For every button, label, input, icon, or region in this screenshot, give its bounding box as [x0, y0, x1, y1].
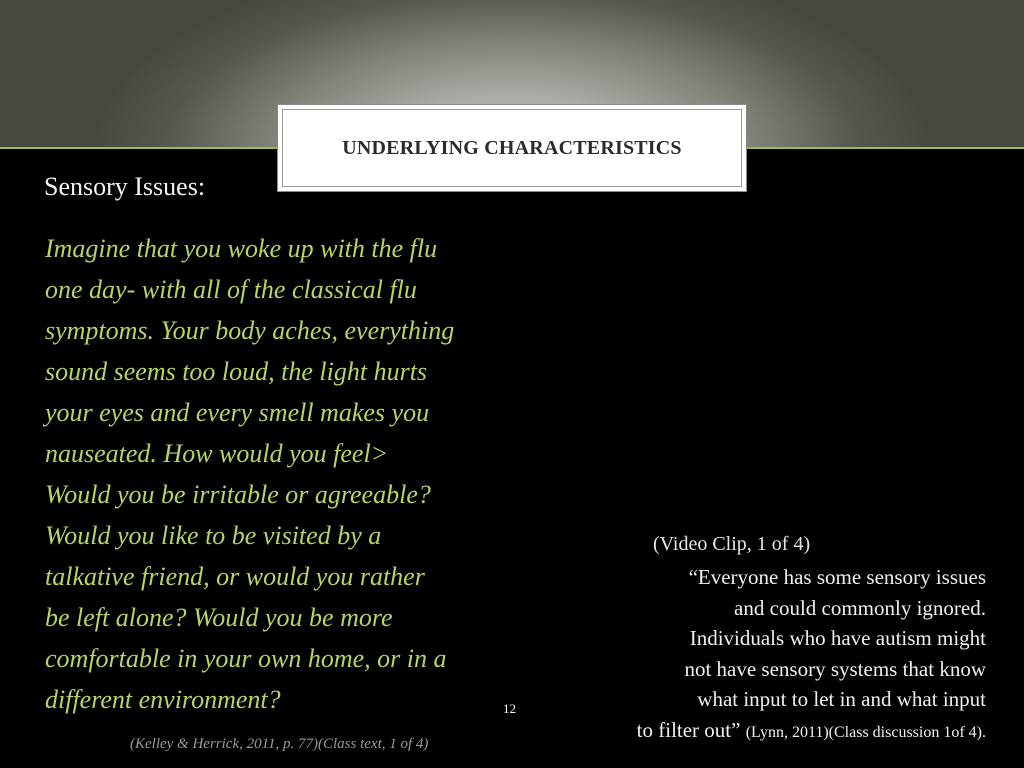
quote-line: not have sensory systems that know: [684, 656, 986, 681]
quote-line: what input to let in and what input: [697, 687, 986, 711]
page-number: 12: [503, 701, 516, 716]
body-line: Would you like to be visited by a: [45, 521, 382, 550]
body-line: your eyes and every smell makes you: [45, 398, 430, 427]
video-clip-label: (Video Clip, 1 of 4): [653, 533, 811, 555]
body-line: symptoms. Your body aches, everything: [45, 316, 455, 345]
quote-last-text: to filter out”: [636, 717, 741, 742]
quote-block: [526, 562, 986, 748]
quote-last-line: [526, 715, 986, 749]
body-line: Would you be irritable or agreeable?: [45, 480, 431, 509]
body-line: one day- with all of the classical flu: [45, 275, 417, 304]
title-box: [277, 104, 747, 192]
quote-line: and could commonly ignored.: [734, 595, 986, 620]
title-box-inner-frame: [282, 109, 742, 187]
quote-citation: (Lynn, 2011)(Class discussion 1of 4).: [745, 723, 986, 741]
body-line: comfortable in your own home, or in a: [45, 644, 447, 673]
slide-title: UNDERLYING CHARACTERISTICS: [342, 136, 682, 159]
body-line: talkative friend, or would you rather: [45, 562, 425, 591]
quote-line: Individuals who have autism might: [689, 626, 986, 650]
body-line: be left alone? Would you be more: [45, 603, 393, 632]
body-line: different environment?: [45, 685, 281, 714]
left-citation: (Kelley & Herrick, 2011, p. 77)(Class text, 1 of 4): [130, 736, 429, 752]
body-line: sound seems too loud, the light hurts: [45, 357, 428, 386]
body-line: Imagine that you woke up with the flu: [45, 234, 438, 263]
body-paragraph: [45, 228, 505, 720]
quote-line: “Everyone has some sensory issues: [688, 565, 986, 589]
body-line: nauseated. How would you feel>: [45, 439, 389, 468]
section-heading: Sensory Issues:: [44, 172, 206, 201]
